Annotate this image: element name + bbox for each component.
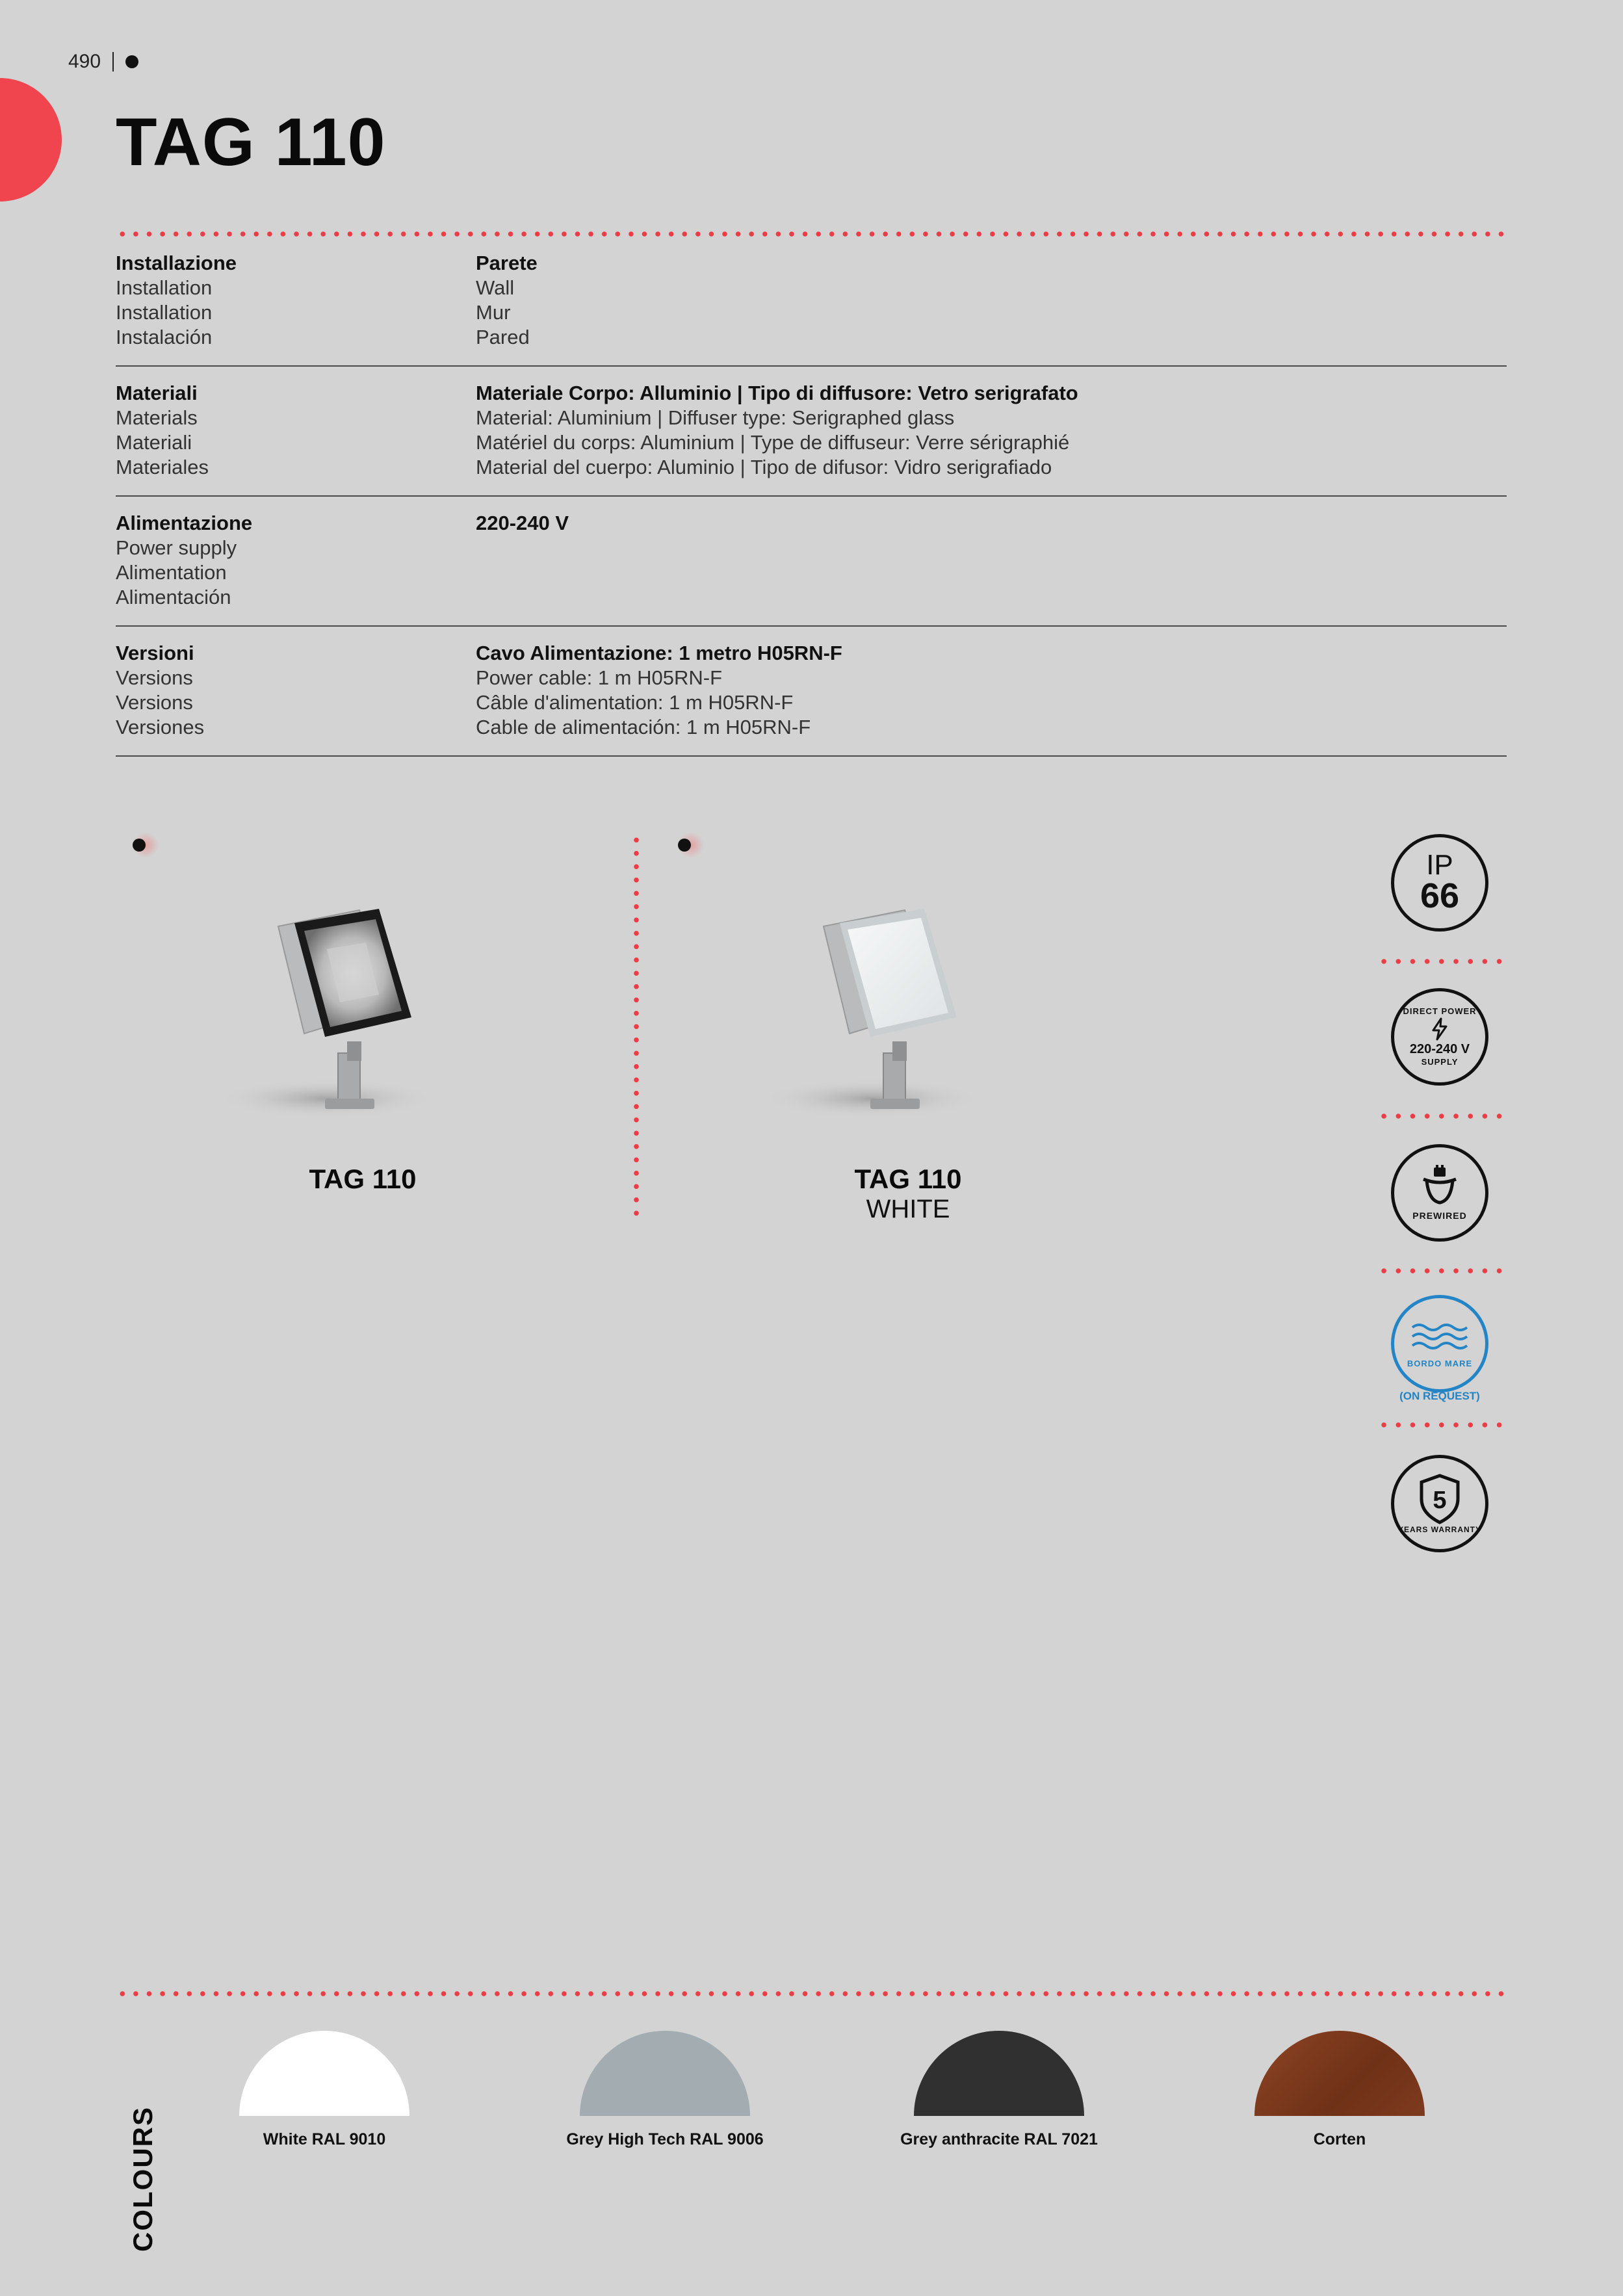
product-card-white bbox=[661, 826, 1155, 1229]
spec-label-fr: Alimentation bbox=[116, 561, 227, 584]
waves-icon bbox=[1407, 1320, 1472, 1359]
swatch-label: Corten bbox=[1313, 2130, 1366, 2148]
product-card-standard bbox=[116, 826, 610, 1229]
page-title: TAG 110 bbox=[116, 105, 386, 180]
shield-icon bbox=[1416, 1473, 1463, 1525]
dotted-divider-badges bbox=[1377, 1268, 1507, 1273]
spec-row-materials bbox=[116, 381, 1507, 497]
spec-value-fr: Mur bbox=[476, 301, 511, 324]
dotted-divider-badges bbox=[1377, 1114, 1507, 1119]
spec-row-installation bbox=[116, 251, 1507, 367]
spec-value-it: Materiale Corpo: Alluminio | Tipo di diffusore: Vetro serigrafato bbox=[476, 382, 1078, 404]
spec-value-en: Wall bbox=[476, 276, 515, 299]
spec-value-es: Material del cuerpo: Aluminio | Tipo de difusor: Vidro serigrafiado bbox=[476, 456, 1052, 478]
on-request-note: (ON REQUEST) bbox=[1399, 1390, 1480, 1402]
power-top-text: DIRECT POWER bbox=[1403, 1006, 1477, 1016]
prewired-badge bbox=[1391, 1144, 1488, 1242]
spec-value-it: Parete bbox=[476, 252, 538, 274]
product-name: TAG 110 bbox=[854, 1164, 962, 1194]
page-number-text: 490 bbox=[68, 51, 101, 72]
dotted-divider-badges bbox=[1377, 959, 1507, 964]
spec-value-es: Cable de alimentación: 1 m H05RN-F bbox=[476, 716, 811, 738]
swatch-label: Grey High Tech RAL 9006 bbox=[566, 2130, 764, 2148]
spec-value-it: Cavo Alimentazione: 1 metro H05RN-F bbox=[476, 642, 842, 664]
dotted-divider-top bbox=[116, 231, 1507, 237]
red-circle-decoration bbox=[0, 78, 62, 202]
spec-row-versions bbox=[116, 641, 1507, 757]
spec-label-it: Alimentazione bbox=[116, 512, 253, 534]
spec-label-fr: Installation bbox=[116, 301, 213, 324]
spec-label-it: Versioni bbox=[116, 642, 194, 664]
warranty-badge bbox=[1391, 1455, 1488, 1552]
spec-label-en: Installation bbox=[116, 276, 213, 299]
power-bottom-text: SUPPLY bbox=[1421, 1056, 1459, 1067]
spec-value-it: 220-240 V bbox=[476, 512, 569, 534]
ip-prefix: IP bbox=[1426, 849, 1453, 881]
prewired-plug-icon bbox=[1410, 1165, 1469, 1210]
warranty-text: YEARS WARRANTY bbox=[1397, 1525, 1481, 1534]
indicator-dot-icon bbox=[678, 839, 691, 852]
product-name: TAG 110 bbox=[309, 1164, 417, 1194]
page-number bbox=[68, 51, 138, 73]
swatch-label: White RAL 9010 bbox=[263, 2130, 386, 2148]
spec-label-es: Instalación bbox=[116, 326, 213, 348]
power-voltage: 220-240 V bbox=[1409, 1041, 1470, 1056]
swatch-grey-anthracite bbox=[914, 2031, 1084, 2116]
bullet-icon bbox=[125, 55, 138, 68]
floodlight-white-image bbox=[759, 904, 993, 1125]
spec-row-power-supply bbox=[116, 511, 1507, 627]
dotted-divider-badges bbox=[1377, 1422, 1507, 1428]
spec-value-fr: Matériel du corps: Aluminium | Type de diffuseur: Verre sérigraphié bbox=[476, 431, 1070, 454]
spec-label-en: Versions bbox=[116, 666, 193, 689]
spec-value-fr: Câble d'alimentation: 1 m H05RN-F bbox=[476, 691, 794, 714]
swatch-label: Grey anthracite RAL 7021 bbox=[900, 2130, 1098, 2148]
ip66-badge bbox=[1391, 834, 1488, 932]
spec-table bbox=[116, 251, 1507, 771]
spec-value-en: Power cable: 1 m H05RN-F bbox=[476, 666, 723, 689]
bordo-mare-badge bbox=[1391, 1295, 1488, 1392]
spec-label-es: Alimentación bbox=[116, 586, 231, 608]
direct-power-badge bbox=[1391, 988, 1488, 1086]
spec-label-es: Versiones bbox=[116, 716, 205, 738]
spec-label-es: Materiales bbox=[116, 456, 209, 478]
prewired-text: PREWIRED bbox=[1412, 1210, 1467, 1221]
dotted-divider-vertical bbox=[634, 833, 639, 1218]
colours-label: COLOURS bbox=[127, 2106, 158, 2252]
spec-label-it: Materiali bbox=[116, 382, 198, 404]
indicator-dot-icon bbox=[133, 839, 146, 852]
dotted-divider-colours bbox=[116, 1991, 1507, 1996]
swatch-grey-high-tech bbox=[580, 2031, 750, 2116]
bordo-mare-text: BORDO MARE bbox=[1407, 1358, 1473, 1368]
swatch-white bbox=[239, 2031, 409, 2116]
spec-value-es: Pared bbox=[476, 326, 530, 348]
page-number-separator bbox=[112, 52, 114, 72]
spec-label-it: Installazione bbox=[116, 252, 237, 274]
lightning-icon bbox=[1427, 1016, 1453, 1042]
swatch-corten bbox=[1254, 2031, 1425, 2116]
warranty-years: 5 bbox=[1433, 1487, 1447, 1514]
spec-value-en: Material: Aluminium | Diffuser type: Serigraphed glass bbox=[476, 406, 955, 429]
spec-label-fr: Versions bbox=[116, 691, 193, 714]
floodlight-black-image bbox=[213, 904, 447, 1125]
product-variant: WHITE bbox=[866, 1195, 950, 1223]
ip-rating: 66 bbox=[1420, 876, 1460, 915]
spec-label-en: Power supply bbox=[116, 536, 237, 559]
spec-label-en: Materials bbox=[116, 406, 198, 429]
spec-label-fr: Materiali bbox=[116, 431, 192, 454]
